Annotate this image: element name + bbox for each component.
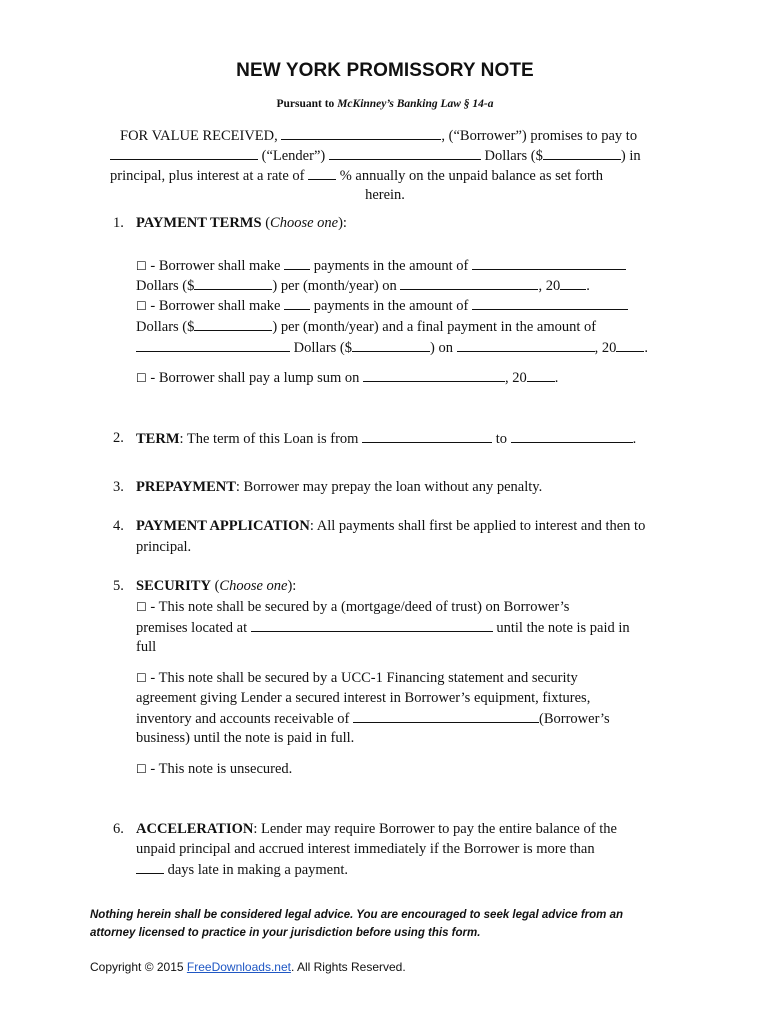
section-5-number: 5. xyxy=(113,578,124,594)
acceleration-text: : Lender may require Borrower to pay the entire balance of the xyxy=(253,821,617,837)
section-4-line-2: principal. xyxy=(136,539,192,555)
subtitle-law: McKinney’s Banking Law § 14-a xyxy=(337,98,494,110)
intro-dollars: Dollars ($ xyxy=(484,148,543,164)
payment-option-2-checkbox[interactable]: ☐ xyxy=(136,299,147,313)
period: . xyxy=(554,370,559,386)
payment-dollar-blank-1[interactable] xyxy=(194,276,272,290)
payment-amount-blank-1[interactable] xyxy=(472,256,626,270)
borrower-name-blank[interactable] xyxy=(281,126,441,140)
prepayment-text: : Borrower may prepay the loan without any penalty. xyxy=(235,479,543,495)
term-to: to xyxy=(495,431,507,447)
premises-text: premises located at xyxy=(136,620,248,636)
payment-option-1-line-1 xyxy=(136,256,626,275)
freedownloads-link[interactable]: FreeDownloads.net xyxy=(186,960,291,974)
security-option-1-line-3: full xyxy=(136,639,157,655)
section-6-line-2: unpaid principal and accrued interest immediately if the Borrower is more than xyxy=(136,841,595,857)
security-option-2-checkbox[interactable]: ☐ xyxy=(136,671,147,685)
copyright-prefix: Copyright © 2015 xyxy=(90,960,187,974)
copyright-suffix: . All Rights Reserved. xyxy=(290,960,406,974)
section-3-prepayment xyxy=(136,478,542,496)
payment-dollars-2: Dollars ($ xyxy=(136,319,195,335)
lump-sum-year: , 20 xyxy=(505,370,527,386)
security-option-2-line-1 xyxy=(136,669,578,687)
security-option-3-checkbox[interactable]: ☐ xyxy=(136,762,147,776)
disclaimer-line-2: attorney licensed to practice in your jurisdiction before using this form. xyxy=(90,927,481,939)
intro-for-value: FOR VALUE RECEIVED, xyxy=(120,128,278,144)
payment-count-blank-1[interactable] xyxy=(284,256,310,270)
term-end-blank[interactable] xyxy=(511,429,633,443)
document-title: NEW YORK PROMISSORY NOTE xyxy=(236,60,534,81)
payment-option-2-line-1 xyxy=(136,296,628,315)
intro-lender: (“Lender”) xyxy=(261,148,326,164)
payment-on-text: ) on xyxy=(430,340,453,356)
period: . xyxy=(586,278,590,294)
payment-year-2: , 20 xyxy=(594,340,617,356)
payment-year-blank-1[interactable] xyxy=(560,276,586,290)
security-option-2-line-4: business) until the note is paid in full. xyxy=(136,730,355,746)
security-option-1-checkbox[interactable]: ☐ xyxy=(136,600,147,614)
security-option-1-line-1 xyxy=(136,598,569,616)
section-4-payment-application xyxy=(136,517,645,535)
section-6-number: 6. xyxy=(113,821,124,837)
section-3-number: 3. xyxy=(113,479,124,495)
period: . xyxy=(644,340,648,356)
intro-interest: principal, plus interest at a rate of xyxy=(110,168,305,184)
payment-per-text-1: ) per (month/year) on xyxy=(272,278,397,294)
intro-line-4: herein. xyxy=(365,187,405,203)
section-1-heading xyxy=(136,214,347,232)
section-6-acceleration xyxy=(136,820,617,838)
security-heading: SECURITY xyxy=(136,578,211,594)
term-heading: TERM xyxy=(136,431,180,447)
period: . xyxy=(632,431,637,447)
document-subtitle xyxy=(0,98,770,110)
payment-option-2-line-3 xyxy=(136,338,648,357)
section-1-number: 1. xyxy=(113,215,124,231)
security-option-2-line-2: agreement giving Lender a secured interest in Borrower’s equipment, fixtures, xyxy=(136,690,591,706)
security-ucc-text: - This note shall be secured by a UCC-1 Financing statement and security xyxy=(146,670,578,686)
final-amount-number-blank[interactable] xyxy=(352,338,430,352)
payment-dollars-1: Dollars ($ xyxy=(136,278,195,294)
disclaimer-line-1: Nothing herein shall be considered legal advice. You are encouraged to seek legal advice from an xyxy=(90,909,624,921)
amount-number-blank[interactable] xyxy=(543,146,621,160)
section-2-term xyxy=(136,429,636,448)
security-option-1-line-2 xyxy=(136,618,630,637)
interest-rate-blank[interactable] xyxy=(308,166,336,180)
section-4-number: 4. xyxy=(113,518,124,534)
intro-line-3 xyxy=(110,166,603,185)
borrowers-text: (Borrower’s xyxy=(539,711,610,727)
payment-dollar-blank-2[interactable] xyxy=(194,317,272,331)
payment-option-1-line-2 xyxy=(136,276,590,295)
section-5-heading xyxy=(136,577,296,595)
payment-option-1-text: - Borrower shall make xyxy=(146,258,281,274)
payment-final-text: ) per (month/year) and a final payment in the amount of xyxy=(272,319,597,335)
payment-amount-text-2: payments in the amount of xyxy=(313,298,469,314)
until-paid-text: until the note is paid in xyxy=(496,620,630,636)
payment-year-1: , 20 xyxy=(538,278,561,294)
lump-sum-year-blank[interactable] xyxy=(527,368,555,382)
intro-borrower-text: , (“Borrower”) promises to pay to xyxy=(441,128,638,144)
acceleration-heading: ACCELERATION xyxy=(136,821,254,837)
intro-line-1 xyxy=(120,126,637,145)
days-late-blank[interactable] xyxy=(136,860,164,874)
copyright xyxy=(90,960,406,974)
payment-date-blank-1[interactable] xyxy=(400,276,538,290)
paren-close: ): xyxy=(287,578,297,594)
paren-close: ): xyxy=(338,215,347,231)
security-option-2-line-3 xyxy=(136,709,610,728)
section-6-line-3 xyxy=(136,860,348,879)
payment-option-3 xyxy=(136,368,558,387)
paren-open: ( xyxy=(210,578,220,594)
payment-application-text: : All payments shall first be applied to interest and then to xyxy=(309,518,646,534)
section-2-number: 2. xyxy=(113,430,124,446)
lump-sum-text: - Borrower shall pay a lump sum on xyxy=(146,370,360,386)
payment-amount-text-1: payments in the amount of xyxy=(313,258,469,274)
term-text: : The term of this Loan is from xyxy=(179,431,359,447)
days-late-text: days late in making a payment. xyxy=(167,862,349,878)
choose-one-text: Choose one xyxy=(270,215,339,231)
payment-option-1-checkbox[interactable]: ☐ xyxy=(136,259,147,273)
payment-year-blank-2[interactable] xyxy=(616,338,644,352)
unsecured-text: - This note is unsecured. xyxy=(146,761,293,777)
intro-line-2 xyxy=(110,146,641,165)
lump-sum-date-blank[interactable] xyxy=(363,368,505,382)
security-mortgage-text: - This note shall be secured by a (mortgage/deed of trust) on Borrower’s xyxy=(146,599,570,615)
inventory-text: inventory and accounts receivable of xyxy=(136,711,350,727)
business-name-blank[interactable] xyxy=(353,709,539,723)
prepayment-heading: PREPAYMENT xyxy=(136,479,236,495)
payment-count-blank-2[interactable] xyxy=(284,296,310,310)
payment-terms-heading: PAYMENT TERMS xyxy=(136,215,262,231)
security-option-3 xyxy=(136,760,292,778)
payment-amount-blank-2[interactable] xyxy=(472,296,628,310)
lender-name-blank[interactable] xyxy=(110,146,258,160)
choose-one-text: Choose one xyxy=(219,578,288,594)
amount-words-blank[interactable] xyxy=(329,146,481,160)
payment-option-2-text: - Borrower shall make xyxy=(146,298,281,314)
payment-option-3-checkbox[interactable]: ☐ xyxy=(136,371,147,385)
final-date-blank[interactable] xyxy=(457,338,595,352)
payment-application-heading: PAYMENT APPLICATION xyxy=(136,518,310,534)
paren-open: ( xyxy=(261,215,271,231)
payment-option-2-line-2 xyxy=(136,317,596,336)
term-start-blank[interactable] xyxy=(362,429,492,443)
payment-dollars-3: Dollars ($ xyxy=(293,340,353,356)
premises-blank[interactable] xyxy=(251,618,493,632)
subtitle-prefix: Pursuant to xyxy=(276,98,338,110)
final-amount-words-blank[interactable] xyxy=(136,338,290,352)
intro-annually: % annually on the unpaid balance as set forth xyxy=(339,168,604,184)
intro-in: ) in xyxy=(620,148,641,164)
